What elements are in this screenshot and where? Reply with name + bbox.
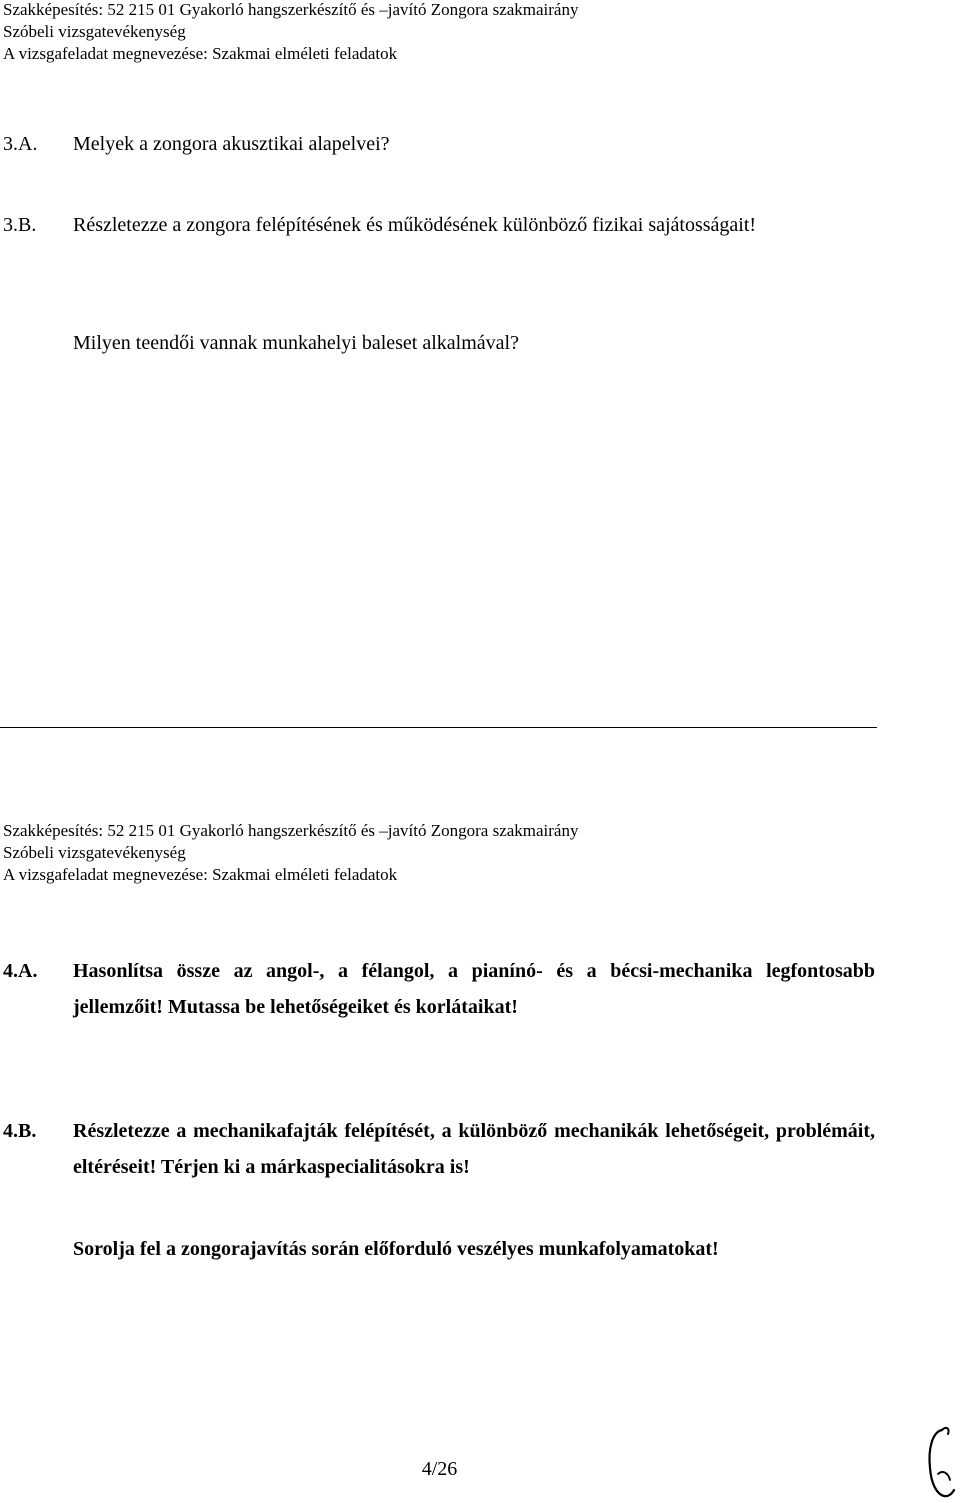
page-header-top [3, 0, 578, 65]
question-text: Hasonlítsa össze az angol-, a félangol, a pianínó- és a bécsi-mechanika legfontosabb jellemzőit! Mutassa be lehetőségeiket és korlátaikat! [73, 960, 875, 1018]
header-qualification: Szakképesítés: 52 215 01 Gyakorló hangszerkészítő és –javító Zongora szakmairány [3, 0, 579, 19]
question-text: Részletezze a mechanikafajták felépítését, a különböző mechanikák lehetőségeit, problémáit, eltéréseit! Térjen ki a márkaspecialitásokra is! [73, 1120, 875, 1178]
signature-icon [918, 1420, 958, 1500]
question-text: Melyek a zongora akusztikai alapelvei? [73, 133, 390, 155]
question-4b [3, 1113, 875, 1185]
question-text: Milyen teendői vannak munkahelyi baleset alkalmával? [73, 332, 519, 354]
page-number: 4/26 [421, 1458, 458, 1480]
question-number: 3.A. [3, 133, 38, 155]
question-3-safety [3, 325, 875, 361]
question-4-safety [3, 1231, 875, 1267]
question-text: Részletezze a zongora felépítésének és működésének különböző fizikai sajátosságait! [73, 214, 757, 236]
header-qualification: Szakképesítés: 52 215 01 Gyakorló hangszerkészítő és –javító Zongora szakmairány [3, 821, 579, 840]
question-number: 4.B. [3, 1120, 37, 1142]
header-exam-activity: Szóbeli vizsgatevékenység [3, 843, 186, 862]
question-text: Sorolja fel a zongorajavítás során előforduló veszélyes munkafolyamatokat! [73, 1238, 719, 1260]
question-3a [3, 126, 875, 162]
header-task-name: A vizsgafeladat megnevezése: Szakmai elméleti feladatok [3, 44, 398, 63]
question-3b [3, 207, 875, 243]
header-task-name: A vizsgafeladat megnevezése: Szakmai elméleti feladatok [3, 865, 398, 884]
question-number: 4.A. [3, 960, 38, 982]
question-4a [3, 953, 875, 1025]
header-exam-activity: Szóbeli vizsgatevékenység [3, 22, 186, 41]
page-header [3, 820, 578, 886]
question-number: 3.B. [3, 214, 37, 236]
page-separator-line [0, 727, 877, 728]
